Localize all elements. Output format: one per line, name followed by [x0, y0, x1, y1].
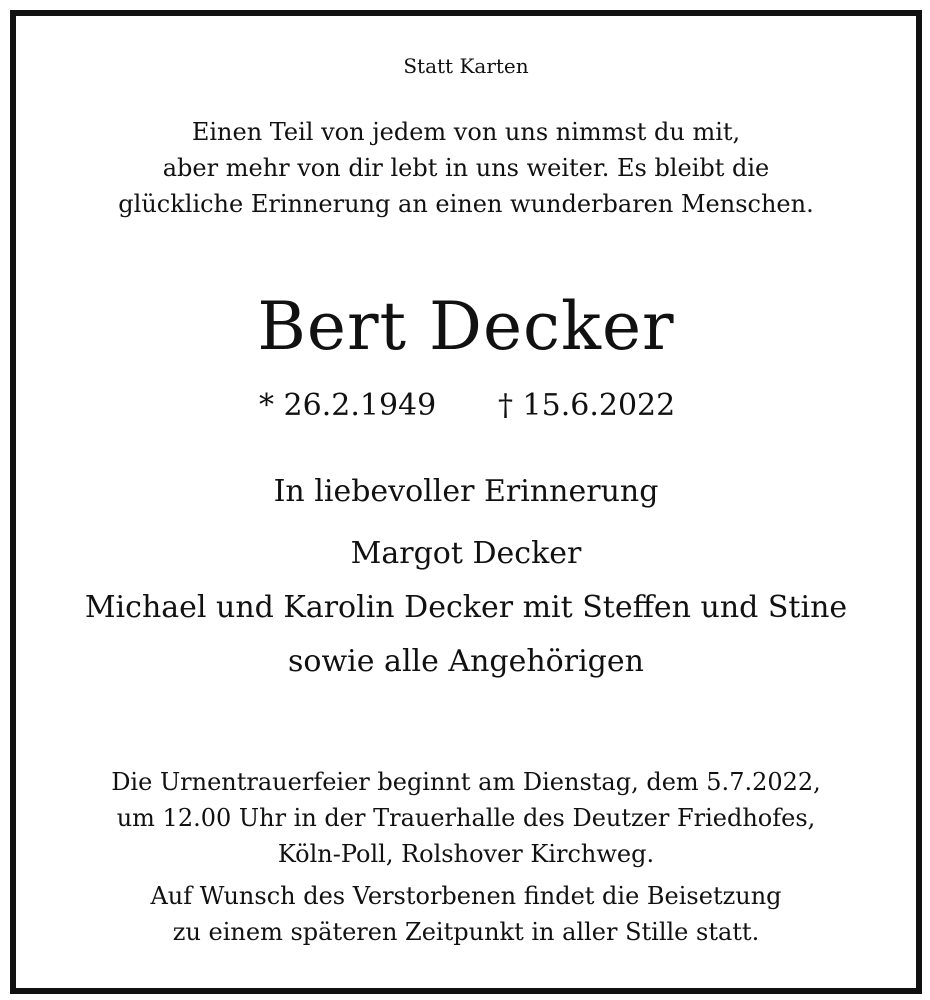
- header-statt-karten: Statt Karten: [403, 54, 529, 78]
- family-line-2: Michael und Karolin Decker mit Steffen und Stine: [84, 590, 848, 625]
- verse-line-2: aber mehr von dir lebt in uns weiter. Es bleibt die: [162, 154, 770, 182]
- ceremony-line-1: Die Urnentrauerfeier beginnt am Dienstag, dem 5.7.2022,: [111, 768, 821, 796]
- obituary-notice: [10, 10, 922, 994]
- ceremony-line-3: Köln-Poll, Rolshover Kirchweg.: [277, 840, 655, 868]
- verse-line-1: Einen Teil von jedem von uns nimmst du mit,: [191, 118, 741, 146]
- death-date: † 15.6.2022: [498, 388, 676, 423]
- deceased-name: Bert Decker: [257, 288, 675, 365]
- burial-line-2: zu einem späteren Zeitpunkt in aller Stille statt.: [172, 918, 760, 946]
- birth-date: * 26.2.1949: [259, 388, 437, 423]
- burial-line-1: Auf Wunsch des Verstorbenen findet die Beisetzung: [150, 882, 782, 910]
- ceremony-line-2: um 12.00 Uhr in der Trauerhalle des Deutzer Friedhofes,: [116, 804, 816, 832]
- remembrance-line: In liebevoller Erinnerung: [273, 474, 659, 509]
- family-line-1: Margot Decker: [350, 536, 582, 571]
- family-line-3: sowie alle Angehörigen: [288, 644, 644, 679]
- verse-line-3: glückliche Erinnerung an einen wunderbaren Menschen.: [118, 190, 814, 218]
- life-dates: [16, 388, 916, 428]
